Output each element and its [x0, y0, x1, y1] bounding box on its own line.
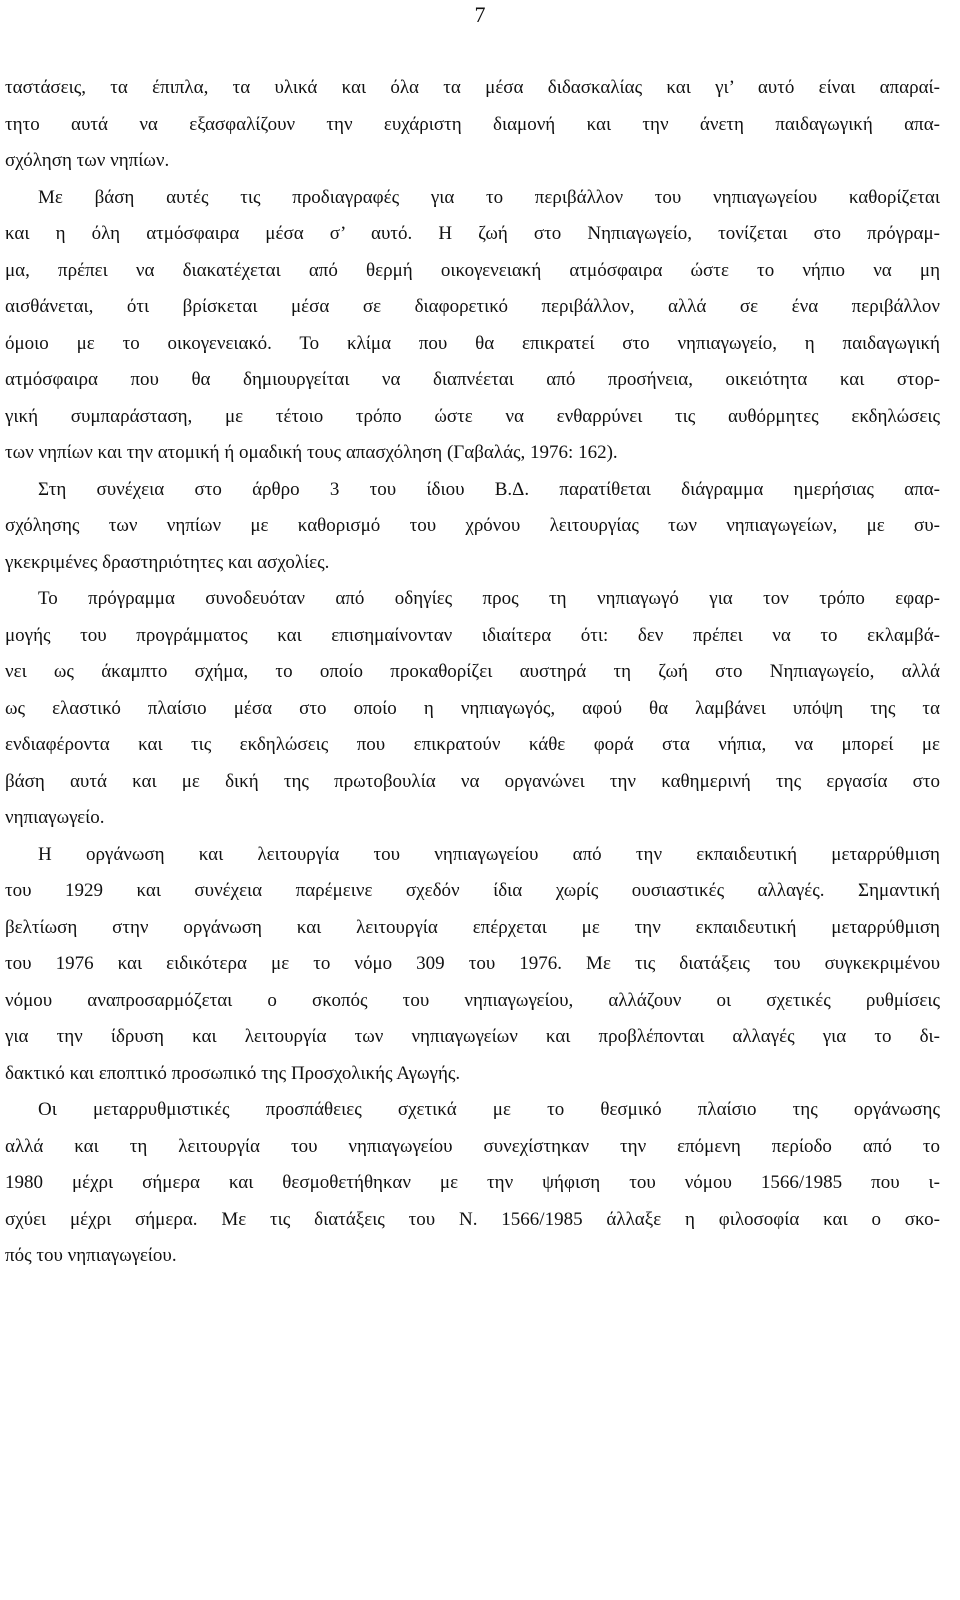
- text-line: νόμου αναπροσαρμόζεται ο σκοπός του νηπιαγωγείου, αλλάζουν οι σχετικές ρυθμίσεις: [5, 989, 940, 1011]
- text-line: ατμόσφαιρα που θα δημιουργείται να διαπνέεται από προσήνεια, οικειότητα και στορ-: [5, 369, 940, 390]
- text-line: ταστάσεις, τα έπιπλα, τα υλικά και όλα τα μέσα διδασκαλίας και γι’ αυτό είναι απαραί-: [5, 77, 940, 98]
- text-line: και η όλη ατμόσφαιρα μέσα σ’ αυτό. Η ζωή στο Νηπιαγωγείο, τονίζεται στο πρόγραμ-: [5, 223, 940, 244]
- text-line: για την ίδρυση και λειτουργία των νηπιαγωγείων και προβλέπονται αλλαγές για το δι-: [5, 1026, 940, 1047]
- text-line: πός του νηπιαγωγείου.: [5, 1245, 177, 1266]
- text-line: 1980 μέχρι σήμερα και θεσμοθετήθηκαν με την ψήφιση του νόμου 1566/1985 που ι-: [5, 1172, 940, 1193]
- paragraph: [5, 837, 940, 1093]
- paragraph: [5, 180, 940, 472]
- text-line: σχόλησης των νηπίων με καθορισμό του χρόνου λειτουργίας των νηπιαγωγείων, με συ-: [5, 515, 940, 536]
- page-body: [5, 70, 940, 1275]
- text-line: γική συμπαράσταση, με τέτοιο τρόπο ώστε να ενθαρρύνει τις αυθόρμητες εκδηλώσεις: [5, 405, 940, 427]
- text-line: Το πρόγραμμα συνοδευόταν από οδηγίες προς τη νηπιαγωγό για τον τρόπο εφαρ-: [38, 588, 940, 609]
- text-line: νει ως άκαμπτο σχήμα, το οποίο προκαθορίζει αυστηρά τη ζωή στο Νηπιαγωγείο, αλλά: [5, 661, 940, 682]
- text-line: αισθάνεται, ότι βρίσκεται μέσα σε διαφορετικό περιβάλλον, αλλά σε ένα περιβάλλον: [5, 296, 940, 317]
- text-line: μα, πρέπει να διακατέχεται από θερμή οικογενειακή ατμόσφαιρα ώστε το νήπιο να μη: [5, 259, 940, 281]
- text-line: ως ελαστικό πλαίσιο μέσα στο οποίο η νηπιαγωγός, αφού θα λαμβάνει υπόψη της τα: [5, 697, 940, 719]
- text-line: σχύει μέχρι σήμερα. Με τις διατάξεις του Ν. 1566/1985 άλλαξε η φιλοσοφία και ο σκο-: [5, 1208, 940, 1230]
- text-line: όμοιο με το οικογενειακό. Το κλίμα που θα επικρατεί στο νηπιαγωγείο, η παιδαγωγική: [5, 332, 940, 354]
- text-line: τητο αυτά να εξασφαλίζουν την ευχάριστη διαμονή και την άνετη παιδαγωγική απα-: [5, 113, 940, 135]
- text-line: Με βάση αυτές τις προδιαγραφές για το περιβάλλον του νηπιαγωγείου καθορίζεται: [38, 186, 940, 208]
- paragraph: [5, 70, 940, 180]
- text-line: Η οργάνωση και λειτουργία του νηπιαγωγείου από την εκπαιδευτική μεταρρύθμιση: [38, 843, 940, 865]
- page-number: 7: [474, 2, 486, 27]
- paragraph: [5, 1092, 940, 1275]
- text-line: ενδιαφέροντα και τις εκδηλώσεις που επικρατούν κάθε φορά στα νήπια, να μπορεί με: [5, 734, 940, 755]
- text-line: αλλά και τη λειτουργία του νηπιαγωγείου συνεχίστηκαν την επόμενη περίοδο από το: [5, 1135, 940, 1157]
- text-line: των νηπίων και την ατομική ή ομαδική τους απασχόληση (Γαβαλάς, 1976: 162).: [5, 442, 618, 463]
- text-line: του 1929 και συνέχεια παρέμεινε σχεδόν ίδια χωρίς ουσιαστικές αλλαγές. Σημαντική: [5, 880, 940, 901]
- text-line: νηπιαγωγείο.: [5, 807, 105, 828]
- paragraph: [5, 472, 940, 582]
- text-line: βάση αυτά και με δική της πρωτοβουλία να οργανώνει την καθημερινή της εργασία στο: [5, 770, 940, 792]
- text-line: δακτικό και εποπτικό προσωπικό της Προσχολικής Αγωγής.: [5, 1062, 461, 1084]
- text-line: Στη συνέχεια στο άρθρο 3 του ίδιου Β.Δ. παρατίθεται διάγραμμα ημερήσιας απα-: [38, 478, 940, 500]
- text-line: βελτίωση στην οργάνωση και λειτουργία επέρχεται με την εκπαιδευτική μεταρρύθμιση: [5, 916, 940, 938]
- text-line: μογής του προγράμματος και επισημαίνονταν ιδιαίτερα ότι: δεν πρέπει να το εκλαμβά-: [5, 624, 940, 646]
- paragraph: [5, 581, 940, 837]
- text-line: γκεκριμένες δραστηριότητες και ασχολίες.: [5, 551, 330, 573]
- text-line: σχόληση των νηπίων.: [5, 150, 170, 171]
- text-line: του 1976 και ειδικότερα με το νόμο 309 του 1976. Με τις διατάξεις του συγκεκριμένου: [5, 953, 940, 974]
- text-line: Οι μεταρρυθμιστικές προσπάθειες σχετικά με το θεσμικό πλαίσιο της οργάνωσης: [38, 1099, 940, 1120]
